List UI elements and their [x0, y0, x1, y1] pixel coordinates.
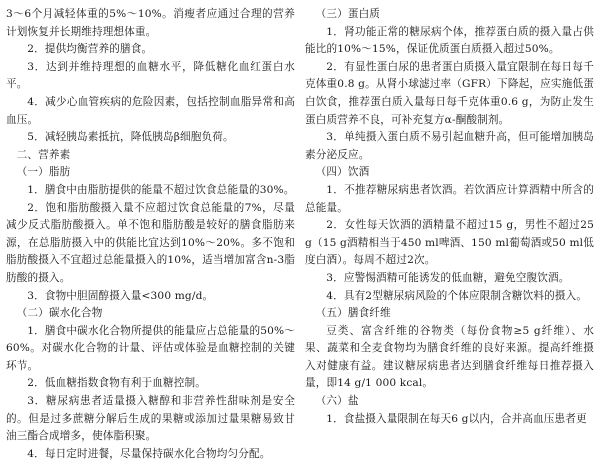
paragraph: 1．不推荐糖尿病患者饮酒。若饮酒应计算酒精中所含的总能量。: [305, 183, 594, 214]
paragraph: 1．膳食中由脂肪提供的能量不超过饮食总能量的30%。: [27, 183, 295, 196]
paragraph: 3～6个月减轻体重的5%～10%。消瘦者应通过合理的营养计划恢复并长期维持理想体重。: [6, 8, 295, 38]
left-column: [6, 6, 295, 460]
section-heading: （二）碳水化合物: [16, 307, 103, 320]
paragraph: 豆类、富含纤维的谷物类（每份食物≥5 g纤维）、水果、蔬菜和全麦食物均为膳食纤维的良好来源。提高纤维摄入对健康有益。建议糖尿病患者达到膳食纤维每日推荐摄入量，即14 g/1 000 kcal。: [305, 324, 594, 390]
paragraph: 4．减少心血管疾病的危险因素，包括控制血脂异常和高血压。: [6, 95, 295, 126]
right-column: [305, 6, 594, 444]
paragraph: 2．有显性蛋白尿的患者蛋白质摄入量宜限制在每日每千克体重0.8 g。从肾小球滤过率（GFR）下降起，应实施低蛋白饮食，推荐蛋白质入量每日每千克体重0.6 g，为防止发生蛋白质营养不良，可补充复方α-酮酸制剂。: [305, 60, 594, 126]
paragraph: 1．肾功能正常的糖尿病个体，推荐蛋白质的摄入量占供能比的10%～15%，保证优质蛋白质摄入超过50%。: [305, 25, 594, 56]
paragraph: 1．膳食中碳水化合物所提供的能量应占总能量的50%～60%。对碳水化合物的计量、评估或体验是血糖控制的关键环节。: [6, 324, 295, 372]
paragraph: 4．具有2型糖尿病风险的个体应限制含糖饮料的摄入。: [326, 289, 588, 302]
paragraph: 5．减轻胰岛素抵抗，降低胰岛β细胞负荷。: [27, 131, 234, 144]
paragraph: 4．每日定时进餐，尽量保持碳水化合物均匀分配。: [27, 447, 271, 460]
paragraph: 3．应警惕酒精可能诱发的低血糖，避免空腹饮酒。: [326, 271, 570, 284]
paragraph: 3．食物中胆固醇摄入量<300 mg/d。: [27, 289, 214, 302]
paragraph: 2．女性每天饮酒的酒精量不超过15 g，男性不超过25 g（15 g酒精相当于450 ml啤酒、150 ml葡萄酒或50 ml低度白酒）。每周不超过2次。: [305, 219, 594, 267]
paragraph: 2．饱和脂肪酸摄入量不应超过饮食总能量的7%，尽量减少反式脂肪酸摄入。单不饱和脂肪酸是较好的膳食脂肪来源，在总脂肪摄入中的供能比宜达到10%～20%。多不饱和脂肪酸摄入不宜超过总能量摄入的10%，适当增加富含n-3脂肪酸的摄入。: [6, 201, 295, 284]
section-heading: （四）饮酒: [315, 166, 370, 179]
paragraph: 2．提供均衡营养的膳食。: [27, 43, 153, 56]
section-heading: 二、营养素: [16, 148, 71, 161]
section-heading: （六）盐: [315, 395, 359, 408]
paragraph: 3．糖尿病患者适量摄入糖醇和非营养性甜味剂是安全的。但是过多蔗糖分解后生成的果糖或添加过量果糖易致甘油三酯合成增多，使体脂积聚。: [6, 395, 295, 443]
paragraph: 1．食盐摄入量限制在每天6 g以内，合并高血压患者更: [326, 412, 587, 425]
section-heading: （五）膳食纤维: [315, 307, 391, 320]
paragraph: 3．单纯摄入蛋白质不易引起血糖升高，但可能增加胰岛素分泌反应。: [305, 131, 594, 161]
paragraph: 2．低血糖指数食物有利于血糖控制。: [27, 377, 206, 390]
section-heading: （三）蛋白质: [315, 8, 381, 20]
paragraph: 3．达到并维持理想的血糖水平，降低糖化血红蛋白水平。: [6, 60, 295, 91]
section-heading: （一）脂肪: [16, 166, 71, 179]
